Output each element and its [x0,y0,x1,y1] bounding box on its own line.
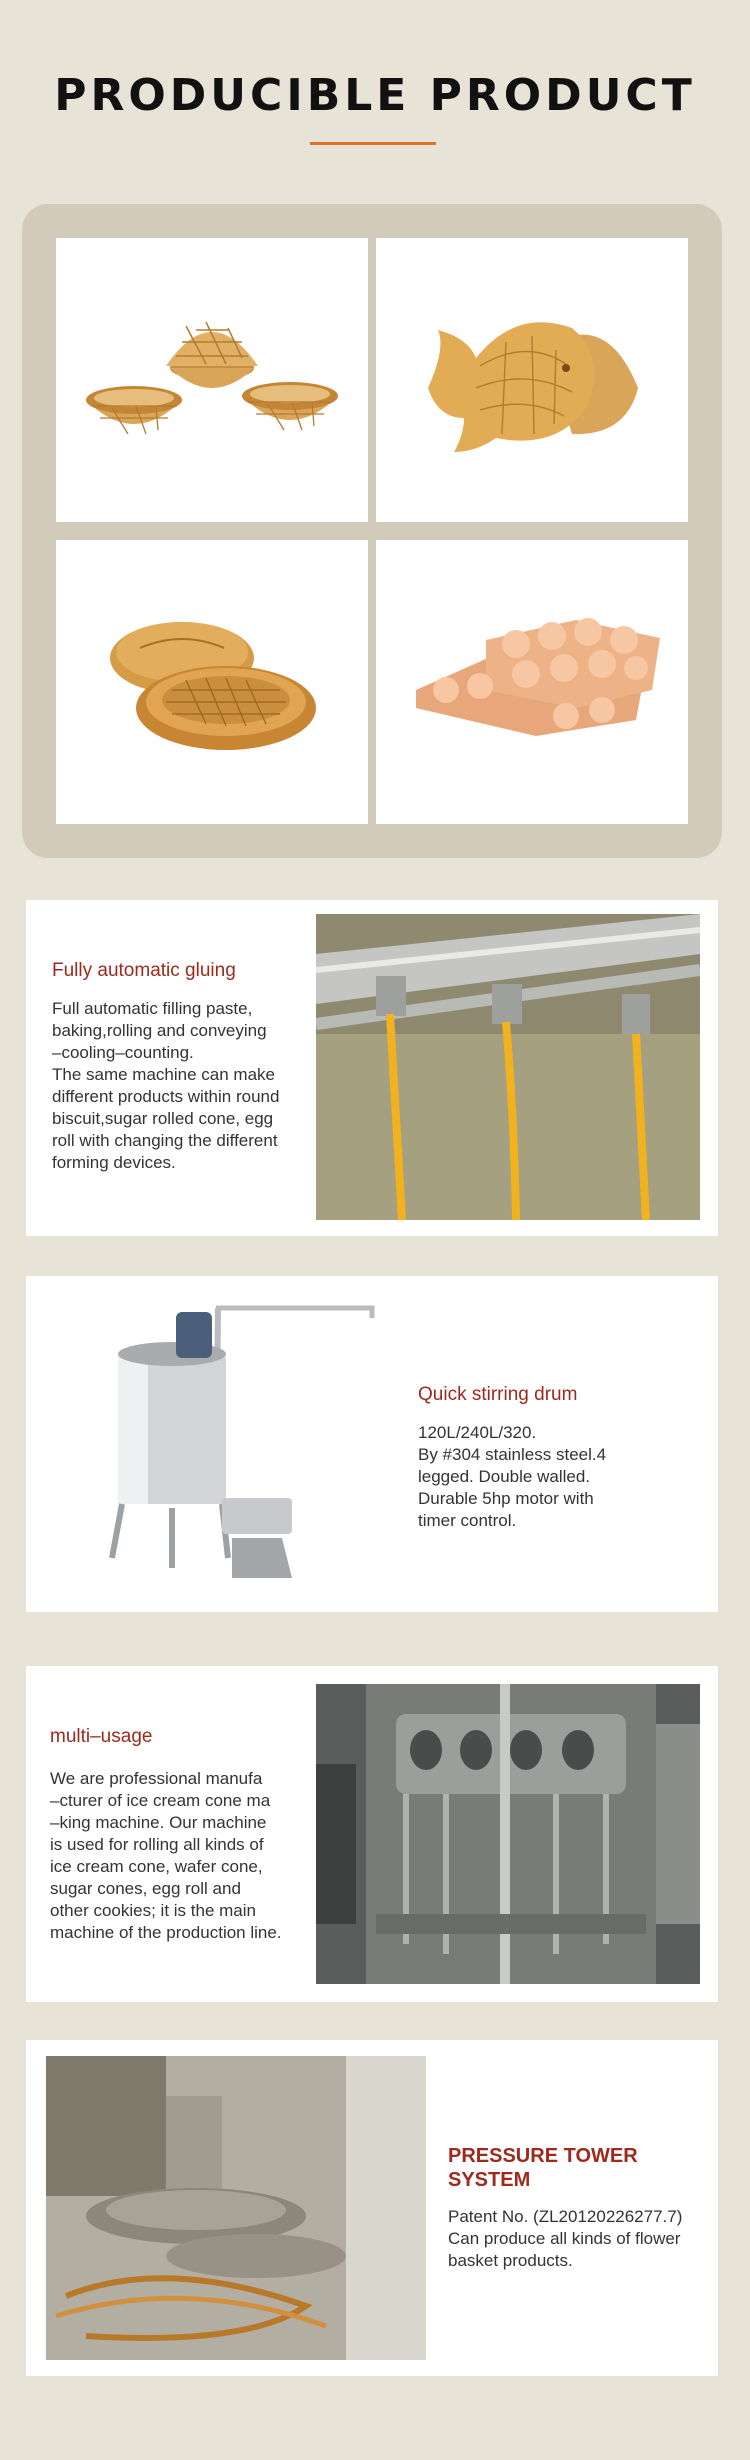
section-title: multi–usage [50,1726,153,1747]
product-tile-oval [56,540,368,824]
section-body: 120L/240L/320. By #304 stainless steel.4 legged. Double walled. Durable 5hp motor with timer control. [418,1423,607,1530]
product-tile-tray [376,540,688,824]
section-body: We are professional manufa –cturer of ice cream cone ma –king machine. Our machine is used for rolling all kinds of ice cream cone, wafer cone, sugar cones, egg roll and other cookies; it is the main machine of the production line. [50,1769,282,1942]
product-grid [22,204,722,858]
fish-wafer-icon [376,238,688,522]
title-underline [310,142,436,145]
section-pressure-tower [26,2040,718,2376]
wafer-tray-icon [376,540,688,824]
section-title: Quick stirring drum [418,1384,578,1405]
section-title: PRESSURE TOWER SYSTEM [448,2145,638,2191]
pressure-tower-photo [46,2056,426,2360]
section-stirring [26,1276,718,1612]
product-tile-fish [376,238,688,522]
product-tile-bowls [56,238,368,522]
section-gluing [26,900,718,1236]
stirring-drum-photo [52,1298,392,1598]
gluing-photo [316,914,700,1220]
section-multi-usage [26,1666,718,2002]
page-title: PRODUCIBLE PRODUCT [54,70,696,121]
waffle-bowls-icon [56,238,368,522]
machine-photo [316,1684,700,1984]
section-title: Fully automatic gluing [52,960,236,981]
oval-wafer-basket-icon [56,540,368,824]
section-body: Full automatic filling paste, baking,rolling and conveying –cooling–counting. The same machine can make different products within round biscuit,sugar rolled cone, egg roll with changing the different forming devices. [52,999,280,1172]
section-body: Patent No. (ZL20120226277.7) Can produce all kinds of flower basket products. [448,2207,683,2270]
